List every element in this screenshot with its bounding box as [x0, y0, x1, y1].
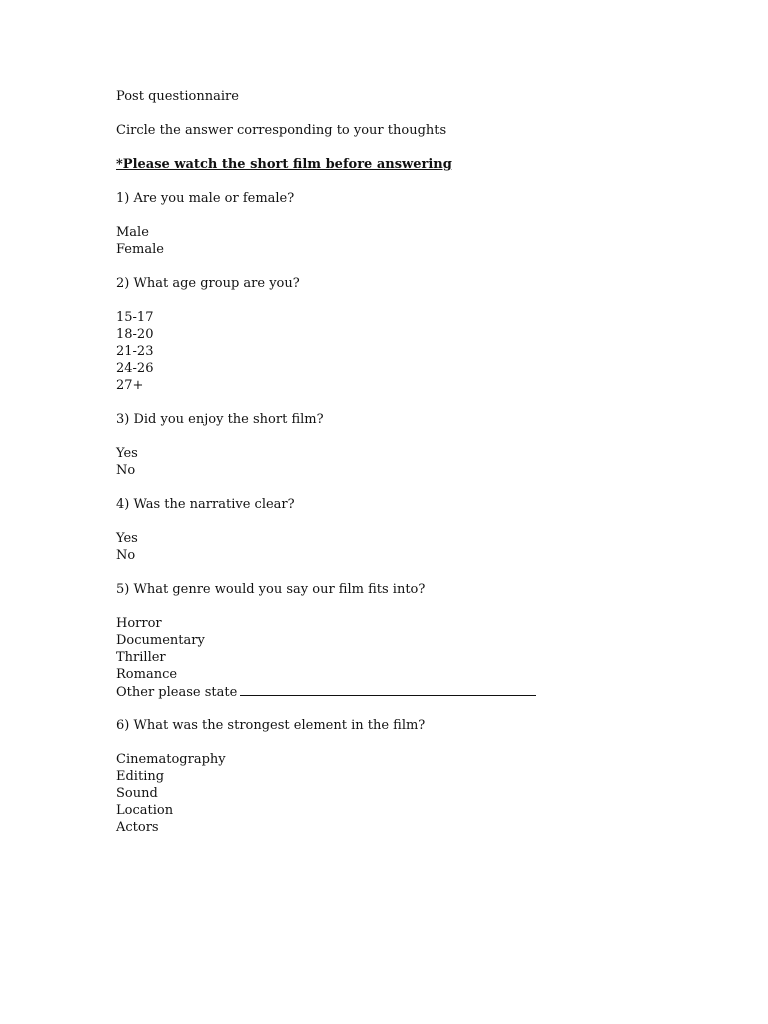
document-title: Post questionnaire — [116, 89, 239, 104]
answer-option[interactable]: Horror — [116, 616, 162, 631]
spacer — [116, 513, 716, 530]
spacer — [116, 207, 716, 224]
spacer — [116, 734, 716, 751]
question-5: 5) What genre would you say our film fits into? — [116, 582, 426, 597]
answer-option[interactable]: Thriller — [116, 650, 166, 665]
spacer — [116, 564, 716, 581]
answer-option[interactable]: Editing — [116, 769, 165, 784]
answer-option[interactable]: Documentary — [116, 633, 205, 648]
other-write-in-line[interactable] — [240, 683, 536, 696]
answer-option[interactable]: Location — [116, 803, 174, 818]
watch-film-note: *Please watch the short film before answering — [116, 157, 452, 172]
answer-option[interactable]: Female — [116, 242, 164, 257]
spacer — [116, 105, 716, 122]
spacer — [116, 258, 716, 275]
answer-option[interactable]: Cinematography — [116, 752, 226, 767]
spacer — [116, 479, 716, 496]
answer-option[interactable]: 21-23 — [116, 344, 154, 359]
answer-option[interactable]: Other please state — [116, 685, 238, 700]
answer-option[interactable]: Yes — [116, 446, 138, 461]
other-option-row — [116, 683, 716, 700]
answer-option[interactable]: 24-26 — [116, 361, 154, 376]
answer-option[interactable]: Male — [116, 225, 149, 240]
answer-option[interactable]: 15-17 — [116, 310, 154, 325]
spacer — [116, 173, 716, 190]
answer-option[interactable]: No — [116, 463, 136, 478]
question-1: 1) Are you male or female? — [116, 191, 295, 206]
answer-option[interactable]: 27+ — [116, 378, 144, 393]
spacer — [116, 598, 716, 615]
instruction-text: Circle the answer corresponding to your thoughts — [116, 123, 447, 138]
spacer — [116, 394, 716, 411]
spacer — [116, 139, 716, 156]
question-3: 3) Did you enjoy the short film? — [116, 412, 324, 427]
question-6: 6) What was the strongest element in the film? — [116, 718, 426, 733]
answer-option[interactable]: Romance — [116, 667, 178, 682]
spacer — [116, 428, 716, 445]
answer-option[interactable]: No — [116, 548, 136, 563]
spacer — [116, 700, 716, 717]
answer-option[interactable]: Actors — [116, 820, 159, 835]
spacer — [116, 292, 716, 309]
question-4: 4) Was the narrative clear? — [116, 497, 295, 512]
questionnaire-page — [116, 88, 716, 836]
answer-option[interactable]: Yes — [116, 531, 138, 546]
answer-option[interactable]: Sound — [116, 786, 158, 801]
question-2: 2) What age group are you? — [116, 276, 300, 291]
answer-option[interactable]: 18-20 — [116, 327, 154, 342]
